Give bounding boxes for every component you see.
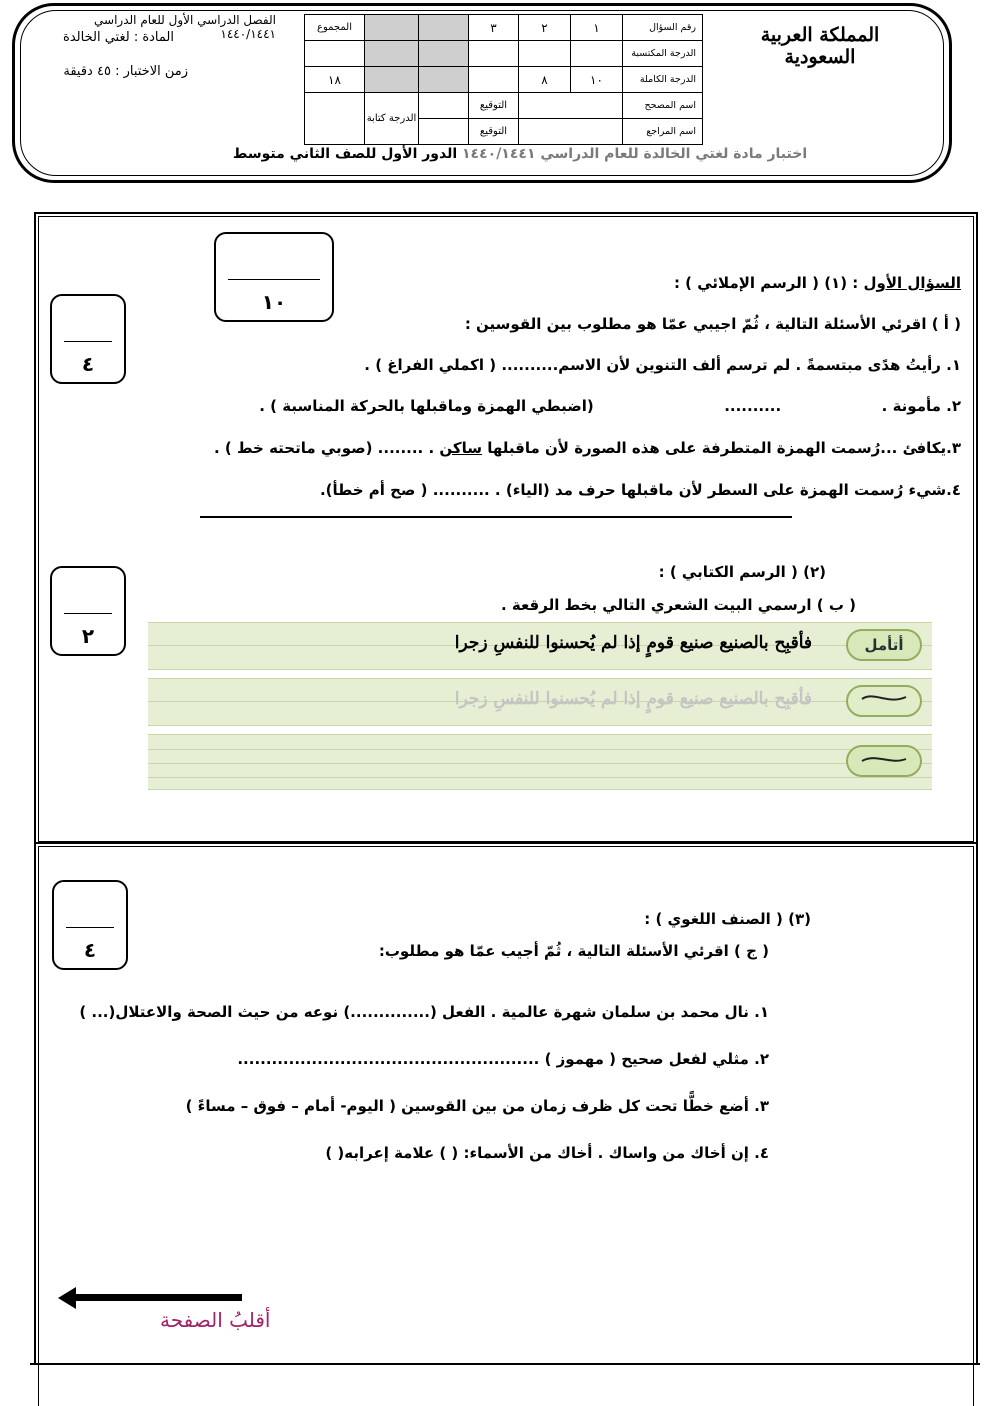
q1-full-grade: ١٠ xyxy=(571,67,623,93)
write-pill xyxy=(846,745,922,777)
part-c-score: ٤ xyxy=(83,938,97,962)
calligraphy-model-strip xyxy=(148,622,932,670)
question-number-label: رقم السؤال xyxy=(623,15,703,41)
corrector-signature-label: التوقيع xyxy=(469,93,519,119)
part-b-score-box xyxy=(50,566,126,656)
q1-heading xyxy=(674,274,961,292)
guide-line xyxy=(148,763,932,764)
q2-number: ٢ xyxy=(519,15,571,41)
subject-text: المادة : لغتي الخالدة xyxy=(63,30,174,45)
part-a-score: ٤ xyxy=(81,352,95,376)
q1-item2 xyxy=(259,397,961,415)
section1-score-box xyxy=(214,232,334,322)
q3-number: ٣ xyxy=(469,15,519,41)
reviewer-name-label: اسم المراجع xyxy=(623,119,703,145)
grade-in-words-field[interactable] xyxy=(305,93,365,145)
pen-stroke-icon xyxy=(854,747,914,771)
corrector-signature-field[interactable] xyxy=(419,93,469,119)
corrector-name-label: اسم المصحح xyxy=(623,93,703,119)
reviewer-signature-label: التوقيع xyxy=(469,119,519,145)
guide-line xyxy=(148,749,932,750)
reviewer-signature-field[interactable] xyxy=(419,119,469,145)
total-full-grade: ١٨ xyxy=(305,67,365,93)
calligraphy-trace-strip[interactable] xyxy=(148,678,932,726)
q1-item3-text: ٣.يكافئ ...رُسمت الهمزة المتطرفة على هذه الصورة لأن ماقبلها xyxy=(487,439,961,457)
q1-item3-underlined: ساكن xyxy=(439,439,483,457)
turn-page-label: أقلبُ الصفحة xyxy=(160,1308,271,1332)
q1-number: ١ xyxy=(571,15,623,41)
earned-grade-label: الدرجة المكتسبة xyxy=(623,41,703,67)
total-label: المجموع xyxy=(305,15,365,41)
turn-page-arrow-shaft xyxy=(72,1294,242,1301)
calligraphy-write-strip[interactable] xyxy=(148,734,932,790)
shaded-cell xyxy=(419,41,469,67)
q1-item2-word: ٢. مأمونة . xyxy=(881,397,961,415)
exam-title xyxy=(230,146,810,162)
q2-intro: ( ب ) ارسمي البيت الشعري التالي بخط الرقعة . xyxy=(500,596,856,614)
grade-in-words-label: الدرجة كتابة xyxy=(365,93,419,145)
score-line xyxy=(64,613,112,614)
q1-heading-main: السؤال الأول xyxy=(863,274,961,292)
q3-item3: ٣. أضع خطًّا تحت كل ظرف زمان من بين القوسين ( اليوم- أمام – فوق – مساءً ) xyxy=(185,1097,769,1115)
q1-item3 xyxy=(214,439,961,457)
exam-title-black: الدور الأول للصف الثاني متوسط xyxy=(232,146,458,162)
score-line xyxy=(64,341,112,342)
q1-item2-instruction: (اضبطي الهمزة وماقبلها بالحركة المناسبة ) . xyxy=(259,397,594,415)
section-divider xyxy=(200,516,792,518)
left-arrow-icon xyxy=(58,1287,76,1309)
q1-intro: ( أ ) اقرئي الأسئلة التالية ، ثُمّ اجيبي عمّا هو مطلوب بين القوسين : xyxy=(464,315,961,333)
duration-text: زمن الاختبار : ٤٥ دقيقة xyxy=(63,64,188,79)
bottom-rule xyxy=(30,1363,980,1365)
kingdom-logo-text: المملكة العربية السعودية xyxy=(760,24,880,68)
q2-heading: (٢) ( الرسم الكتابي ) : xyxy=(658,563,826,581)
q1-item4: ٤.شيء رُسمت الهمزة على السطر لأن ماقبلها حرف مد (الياء) . .......... ( صح أم خطأ). xyxy=(319,481,961,499)
shaded-cell xyxy=(365,15,419,41)
earned-cell[interactable] xyxy=(571,41,623,67)
earned-total-cell[interactable] xyxy=(305,41,365,67)
reviewer-name-field[interactable] xyxy=(519,119,623,145)
part-b-score: ٢ xyxy=(81,624,95,648)
score-line xyxy=(228,279,320,280)
shaded-cell xyxy=(365,41,419,67)
q3-item2: ٢. مثلي لفعل صحيح ( مهموز ) ..................................................... xyxy=(237,1050,769,1068)
score-grid xyxy=(304,14,703,145)
corrector-name-field[interactable] xyxy=(519,93,623,119)
part-a-score-box xyxy=(50,294,126,384)
semester-text: الفصل الدراسي الأول للعام الدراسي ١٤٤٠/١٤٤١ xyxy=(94,13,276,41)
q3-item1: ١. نال محمد بن سلمان شهرة عالمية . الفعل (..............) نوعه من حيث الصحة والاعتلال(... ) xyxy=(79,1003,769,1021)
verse-trace-text: فأقبِح بالصنيع صنيع قومٍ إذا لم يُحسنوا للنفسِ زجرا xyxy=(454,689,812,709)
shaded-cell xyxy=(365,67,419,93)
shaded-cell xyxy=(419,15,469,41)
part-c-score-box xyxy=(52,880,128,970)
q3-item4: ٤. إن أخاك من واساك . أخاك من الأسماء: ( ) علامة إعرابه( ) xyxy=(325,1144,769,1162)
q2-full-grade: ٨ xyxy=(519,67,571,93)
q3-heading: (٣) ( الصنف اللغوي ) : xyxy=(644,910,811,928)
q1-item1: ١. رأيتُ هدًى مبتسمةً . لم ترسم ألف التنوين لأن الاسم.......... ( اكملي الفراغ ) . xyxy=(364,356,961,374)
guide-line xyxy=(148,777,932,778)
section1-score: ١٠ xyxy=(261,290,287,314)
score-line xyxy=(66,927,114,928)
observe-pill: أتأمل xyxy=(846,629,922,661)
q1-heading-rest: : (١) ( الرسم الإملائي ) : xyxy=(673,274,864,292)
verse-model-text: فأقبِح بالصنيع صنيع قومٍ إذا لم يُحسنوا للنفسِ زجرا xyxy=(454,633,812,653)
earned-cell[interactable] xyxy=(519,41,571,67)
full-grade-label: الدرجة الكاملة xyxy=(623,67,703,93)
q3-full-grade xyxy=(469,67,519,93)
q1-item3-rest: . ........ (صوبي ماتحته خط ) . xyxy=(213,439,440,457)
shaded-cell xyxy=(419,67,469,93)
q1-item2-blank[interactable]: .......... xyxy=(724,397,782,415)
q3-intro: ( ج ) اقرئي الأسئلة التالية ، ثُمّ أجيب عمّا هو مطلوب: xyxy=(378,942,769,960)
trace-pill xyxy=(846,685,922,717)
pen-stroke-icon xyxy=(854,687,914,711)
exam-title-grey: اختبار مادة لغتي الخالدة للعام الدراسي ١٤٤٠/١٤٤١ xyxy=(462,146,808,162)
earned-cell[interactable] xyxy=(469,41,519,67)
